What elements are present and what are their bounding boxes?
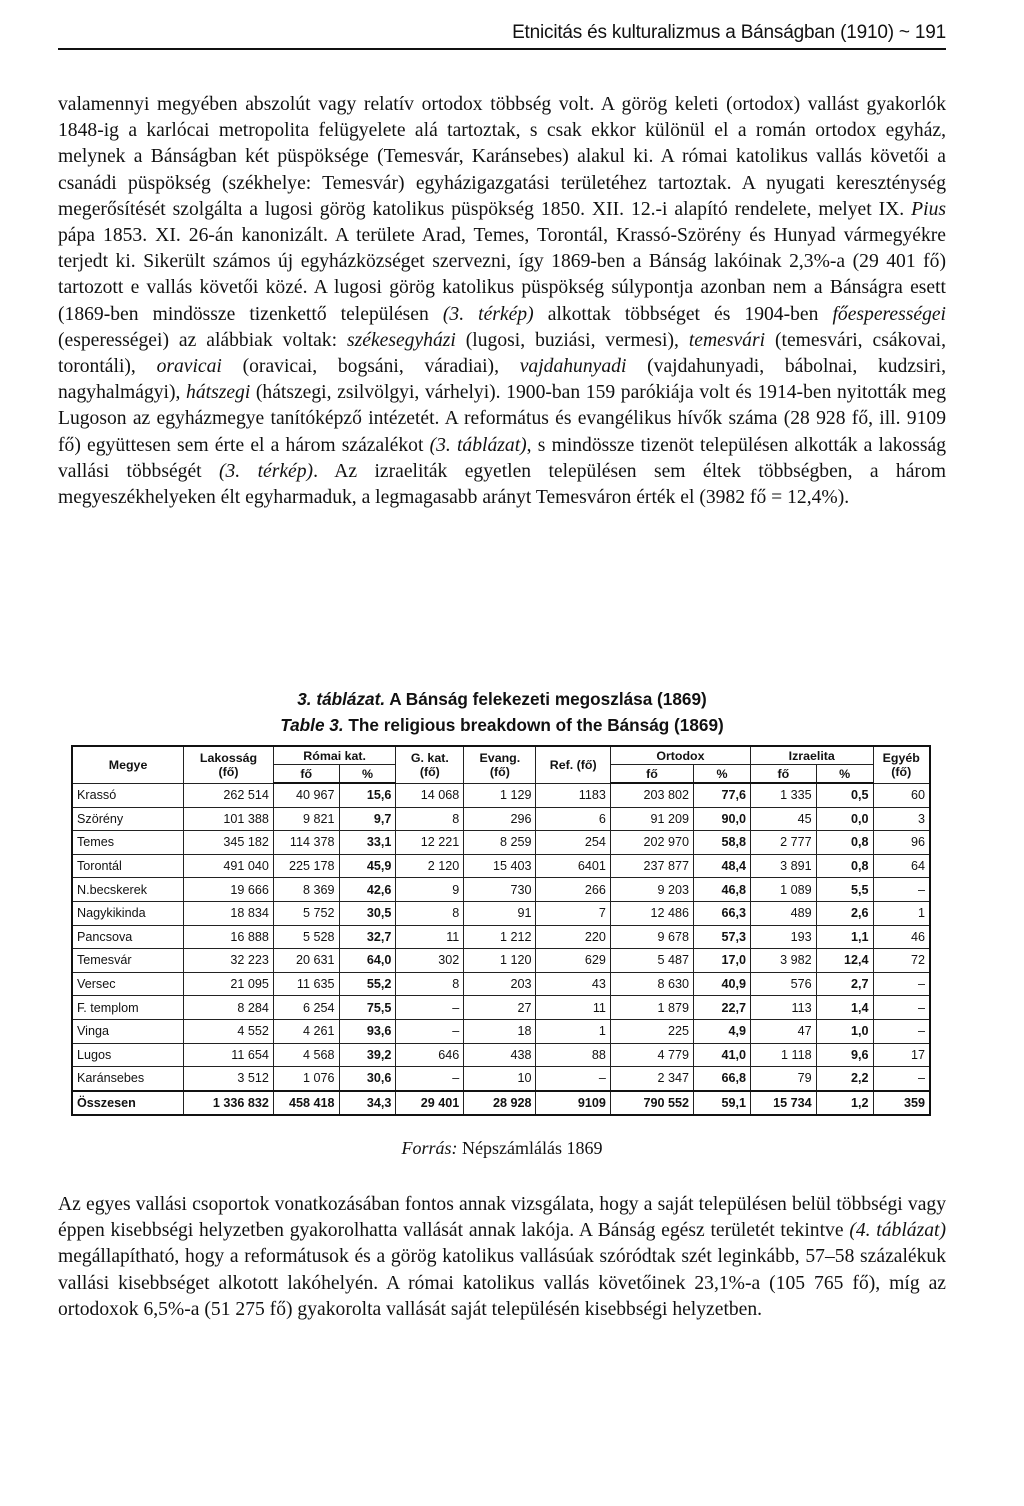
cell-county: Temes: [72, 831, 184, 855]
body-paragraph-1: valamennyi megyében abszolút vagy relatív ortodox többség volt. A görög keleti (ortodox) vallást gyakorlók 1848-ig a karlócai metropolita felügyelete alá tartoztak, s csak ekkor különül el a román ortodox egyház, melynek a Bánságban két püspöksége (Temesvár, Karánsebes) alakul ki. A római katolikus vallás követői a csanádi püspökség (székhelye: Temesvár) egyházigazgatási területéhez tartoztak. A nyugati kereszténység megerősítését szolgálta a lugosi görög katolikus püspökség 1850. XII. 12.-i alapító rendelete, melyet IX. Pius pápa 1853. XI. 26-án kanonizált. A területe Arad, Temes, Torontál, Krassó-Szörény és Hunyad vármegyékre terjedt ki. Sikerült számos új egyházközséget szervezni, így 1869-ben a Bánság lakóinak 2,3%-a (29 401 fő) tartozott e vallás követői közé. A lugosi görög katolikus püspökség súlypontja azonban nem a Bánságra esett (1869-ben mindössze tizenkettő településen (3. térkép) alkottak többséget és 1904-ben főesperességei (esperességei) az alábbiak voltak: székesegyházi (lugosi, buziási, vermesi), temesvári (temesvári, csákovai, torontáli), oravicai (oravicai, bogsáni, váradiai), vajdahunyadi (vajdahunyadi, bábolnai, kudzsiri, nagyhalmágyi), hátszegi (hátszegi, zsilvölgyi, várhelyi). 1900-ban 159 parókiája volt és 1914-ben nyitották meg Lugoson az egyházmegye tanítóképző intézetét. A református és evangélikus hívők száma (28 928 fő, ill. 9109 fő) együttesen sem érte el a három százalékot (3. táblázat), s mindössze tizenöt településen alkották a lakosság vallási többségét (3. térkép). Az izraeliták egyetlen településen sem éltek többségben, a három megyeszékhelyeken élt egyharmaduk, a legmagasabb arányt Temesváron érték el (3982 fő = 12,4%).: [58, 94, 947, 509]
cell-county: Karánsebes: [72, 1067, 184, 1091]
table-cell: 18 834: [184, 901, 274, 925]
table-cell: 91: [464, 901, 536, 925]
cell-county: Nagykikinda: [72, 901, 184, 925]
table-cell: –: [873, 996, 930, 1020]
table-reference: (4. táblázat): [849, 1220, 946, 1242]
cell-county: Vinga: [72, 1019, 184, 1043]
table-cell: 254: [536, 831, 610, 855]
table-cell: 220: [536, 925, 610, 949]
table-cell: 10: [464, 1067, 536, 1091]
table-cell: 113: [750, 996, 816, 1020]
table-cell: 730: [464, 878, 536, 902]
table-cell: 45,9: [339, 854, 396, 878]
table-total-row: [72, 1091, 930, 1116]
table-cell: 42,6: [339, 878, 396, 902]
table-cell: 17,0: [694, 949, 751, 973]
table-cell: 66,8: [694, 1067, 751, 1091]
table-cell: 9109: [536, 1091, 610, 1116]
table-cell: 576: [750, 972, 816, 996]
table-cell: 66,3: [694, 901, 751, 925]
table-cell: 491 040: [184, 854, 274, 878]
table-cell: 6 254: [273, 996, 339, 1020]
table-cell: 39,2: [339, 1043, 396, 1067]
table-cell: 12,4: [816, 949, 873, 973]
table-cell: 1: [873, 901, 930, 925]
table-cell: 9 821: [273, 807, 339, 831]
table-cell: –: [873, 878, 930, 902]
col-header-gkat: G. kat. (fő): [396, 746, 464, 783]
table-cell: 1183: [536, 783, 610, 807]
table-row: [72, 831, 930, 855]
italic-name-pius: Pius: [911, 198, 946, 220]
table-cell: 64: [873, 854, 930, 878]
table-cell: 790 552: [610, 1091, 693, 1116]
religious-breakdown-table: [71, 745, 931, 1116]
table-cell: –: [536, 1067, 610, 1091]
table-cell: 458 418: [273, 1091, 339, 1116]
table-cell: –: [396, 1067, 464, 1091]
table-row: [72, 1019, 930, 1043]
table-cell: –: [396, 996, 464, 1020]
table-row: [72, 878, 930, 902]
table-cell: 1: [536, 1019, 610, 1043]
table-cell: 2,7: [816, 972, 873, 996]
table-cell: 1 335: [750, 783, 816, 807]
cell-county: F. templom: [72, 996, 184, 1020]
table-cell: 3 891: [750, 854, 816, 878]
table-cell: 0,0: [816, 807, 873, 831]
table-cell: 0,5: [816, 783, 873, 807]
table-cell: 79: [750, 1067, 816, 1091]
table-cell: 48,4: [694, 854, 751, 878]
table-cell: 438: [464, 1043, 536, 1067]
cell-county: Versec: [72, 972, 184, 996]
table-cell: 18: [464, 1019, 536, 1043]
table-cell: 6401: [536, 854, 610, 878]
table-cell: 6: [536, 807, 610, 831]
table-cell: 489: [750, 901, 816, 925]
table-cell: 58,8: [694, 831, 751, 855]
table-body: [72, 783, 930, 1115]
table-cell: 2 347: [610, 1067, 693, 1091]
table-cell: 4 552: [184, 1019, 274, 1043]
table-cell: 8: [396, 972, 464, 996]
table-row: [72, 854, 930, 878]
table-cell: 646: [396, 1043, 464, 1067]
table-cell: 21 095: [184, 972, 274, 996]
table-cell: 237 877: [610, 854, 693, 878]
table-cell: 8 369: [273, 878, 339, 902]
table-cell: 32 223: [184, 949, 274, 973]
table-cell: 1 089: [750, 878, 816, 902]
table-cell: 46: [873, 925, 930, 949]
table-row: [72, 996, 930, 1020]
table-row: [72, 901, 930, 925]
table-cell: 88: [536, 1043, 610, 1067]
table-cell: 40 967: [273, 783, 339, 807]
table-cell: 225: [610, 1019, 693, 1043]
table-cell: 9,7: [339, 807, 396, 831]
table-caption-english: Table 3. The religious breakdown of the Bánság (1869): [280, 715, 724, 735]
table-cell: 5 752: [273, 901, 339, 925]
table-cell: 266: [536, 878, 610, 902]
table-cell: 1 120: [464, 949, 536, 973]
table-cell: 2 777: [750, 831, 816, 855]
table-cell: 3 512: [184, 1067, 274, 1091]
table-cell: 12 486: [610, 901, 693, 925]
table-cell: 30,6: [339, 1067, 396, 1091]
table-cell: 3: [873, 807, 930, 831]
table-cell: 57,3: [694, 925, 751, 949]
table-cell: 15 734: [750, 1091, 816, 1116]
table-cell: 9 678: [610, 925, 693, 949]
col-header-lakossag: Lakosság (fő): [184, 746, 274, 783]
table-cell: 90,0: [694, 807, 751, 831]
table-cell: 203 802: [610, 783, 693, 807]
table-row: [72, 925, 930, 949]
deanery-name: temesvári: [688, 329, 766, 351]
table-cell: 2,6: [816, 901, 873, 925]
subheader-pct: %: [694, 765, 751, 784]
table-cell: 3 982: [750, 949, 816, 973]
table-cell: 8 259: [464, 831, 536, 855]
table-cell: 93,6: [339, 1019, 396, 1043]
subheader-pct: %: [339, 765, 396, 784]
table-row: [72, 783, 930, 807]
table-cell: 19 666: [184, 878, 274, 902]
subheader-pct: %: [816, 765, 873, 784]
table-cell: 1 076: [273, 1067, 339, 1091]
table-cell: 1,4: [816, 996, 873, 1020]
cell-county: Lugos: [72, 1043, 184, 1067]
table-cell: 1,2: [816, 1091, 873, 1116]
table-cell: 345 182: [184, 831, 274, 855]
table-caption-hungarian: 3. táblázat. A Bánság felekezeti megoszlása (1869): [297, 689, 707, 709]
col-header-izraelita: Izraelita: [750, 746, 873, 765]
table-cell: 7: [536, 901, 610, 925]
table-cell: 1 118: [750, 1043, 816, 1067]
table-cell: 11 635: [273, 972, 339, 996]
table-cell: –: [873, 972, 930, 996]
table-cell: 302: [396, 949, 464, 973]
col-header-ortodox: Ortodox: [610, 746, 750, 765]
table-cell: 1 129: [464, 783, 536, 807]
col-header-evang: Evang. (fő): [464, 746, 536, 783]
cell-county: Temesvár: [72, 949, 184, 973]
table-row: [72, 949, 930, 973]
table-cell: 15 403: [464, 854, 536, 878]
table-reference: (3. táblázat): [429, 434, 527, 456]
col-header-romai: Római kat.: [273, 746, 396, 765]
table-cell: 4 779: [610, 1043, 693, 1067]
table-cell: 1,0: [816, 1019, 873, 1043]
table-cell: 262 514: [184, 783, 274, 807]
table-cell: 34,3: [339, 1091, 396, 1116]
table-row: [72, 972, 930, 996]
table-cell: 1,1: [816, 925, 873, 949]
table-cell: 1 879: [610, 996, 693, 1020]
table-cell: 8 630: [610, 972, 693, 996]
table-cell: 55,2: [339, 972, 396, 996]
table-cell: 4,9: [694, 1019, 751, 1043]
table-row: [72, 1043, 930, 1067]
table-cell: 11: [396, 925, 464, 949]
table-cell: 75,5: [339, 996, 396, 1020]
table-cell: 40,9: [694, 972, 751, 996]
col-header-egyeb: Egyéb (fő): [873, 746, 930, 783]
table-cell: –: [396, 1019, 464, 1043]
col-header-megye: Megye: [72, 746, 184, 783]
cell-county: N.becskerek: [72, 878, 184, 902]
deanery-name: vajdahunyadi: [519, 356, 627, 378]
table-cell: 72: [873, 949, 930, 973]
table-cell: –: [873, 1019, 930, 1043]
table-cell: 359: [873, 1091, 930, 1116]
table-cell: 29 401: [396, 1091, 464, 1116]
table-cell: 0,8: [816, 831, 873, 855]
table-cell: 59,1: [694, 1091, 751, 1116]
body-paragraph-2: Az egyes vallási csoportok vonatkozásában fontos annak vizsgálata, hogy a saját településen belül többségi vagy éppen kisebbségi helyzetben gyakorolhatta vallását annak lakója. A Bánság egész területét tekintve (4. táblázat) megállapítható, hogy a reformátusok és a görög katolikus vallásúak szóródtak szét leginkább, 57–58 százalékuk vallási kisebbséget alkotott lakóhelyén. A római katolikus vallás követőinek 23,1%-a (105 765 fő), míg az ortodoxok 6,5%-a (51 275 fő) gyakorolta vallását saját településén kisebbségi helyzetben.: [58, 1194, 946, 1320]
table-cell: 9: [396, 878, 464, 902]
col-header-ref: Ref. (fő): [536, 746, 610, 783]
cell-county: Torontál: [72, 854, 184, 878]
table-cell: 193: [750, 925, 816, 949]
table-cell: 32,7: [339, 925, 396, 949]
table-cell: 11: [536, 996, 610, 1020]
table-cell: 2 120: [396, 854, 464, 878]
subheader-fo: fő: [273, 765, 339, 784]
table-cell: 60: [873, 783, 930, 807]
table-cell: 1 336 832: [184, 1091, 274, 1116]
table-cell: 101 388: [184, 807, 274, 831]
subheader-fo: fő: [750, 765, 816, 784]
table-cell: 33,1: [339, 831, 396, 855]
table-cell: 17: [873, 1043, 930, 1067]
table-cell: 0,8: [816, 854, 873, 878]
table-row: [72, 807, 930, 831]
table-captions: [58, 686, 946, 738]
table-cell: 5 487: [610, 949, 693, 973]
table-cell: 1 212: [464, 925, 536, 949]
cell-county: Pancsova: [72, 925, 184, 949]
table-cell: 27: [464, 996, 536, 1020]
cell-county: Szörény: [72, 807, 184, 831]
table-row: [72, 1067, 930, 1091]
cell-county: Összesen: [72, 1091, 184, 1116]
table-cell: 202 970: [610, 831, 693, 855]
table-cell: 28 928: [464, 1091, 536, 1116]
table-cell: 225 178: [273, 854, 339, 878]
table-cell: 9,6: [816, 1043, 873, 1067]
table-cell: 14 068: [396, 783, 464, 807]
table-cell: 77,6: [694, 783, 751, 807]
table-cell: –: [873, 1067, 930, 1091]
table-header-row: [72, 746, 930, 765]
deanery-name: oravicai: [156, 356, 222, 378]
table-cell: 11 654: [184, 1043, 274, 1067]
table-cell: 91 209: [610, 807, 693, 831]
table-cell: 8 284: [184, 996, 274, 1020]
table-cell: 43: [536, 972, 610, 996]
table-cell: 41,0: [694, 1043, 751, 1067]
table-cell: 30,5: [339, 901, 396, 925]
table-cell: 5 528: [273, 925, 339, 949]
table-cell: 22,7: [694, 996, 751, 1020]
table-cell: 12 221: [396, 831, 464, 855]
deanery-name: székesegyházi: [347, 329, 456, 351]
table-cell: 45: [750, 807, 816, 831]
italic-term: főesperességei: [832, 303, 947, 325]
map-reference: (3. térkép): [442, 303, 534, 325]
deanery-name: hátszegi: [186, 382, 251, 404]
table-cell: 4 261: [273, 1019, 339, 1043]
running-header: Etnicitás és kulturalizmus a Bánságban (1910) ~ 191: [58, 18, 946, 50]
table-cell: 64,0: [339, 949, 396, 973]
table-cell: 8: [396, 901, 464, 925]
table-cell: 2,2: [816, 1067, 873, 1091]
table-cell: 203: [464, 972, 536, 996]
table-cell: 296: [464, 807, 536, 831]
table-cell: 8: [396, 807, 464, 831]
table-cell: 9 203: [610, 878, 693, 902]
table-cell: 96: [873, 831, 930, 855]
subheader-fo: fő: [610, 765, 693, 784]
map-reference: (3. térkép): [218, 460, 314, 482]
table-source: Forrás: Népszámlálás 1869: [401, 1138, 603, 1158]
table-cell: 16 888: [184, 925, 274, 949]
table-cell: 47: [750, 1019, 816, 1043]
table-cell: 15,6: [339, 783, 396, 807]
table-cell: 629: [536, 949, 610, 973]
table-cell: 5,5: [816, 878, 873, 902]
table-cell: 4 568: [273, 1043, 339, 1067]
table-cell: 20 631: [273, 949, 339, 973]
cell-county: Krassó: [72, 783, 184, 807]
table-cell: 114 378: [273, 831, 339, 855]
table-cell: 46,8: [694, 878, 751, 902]
